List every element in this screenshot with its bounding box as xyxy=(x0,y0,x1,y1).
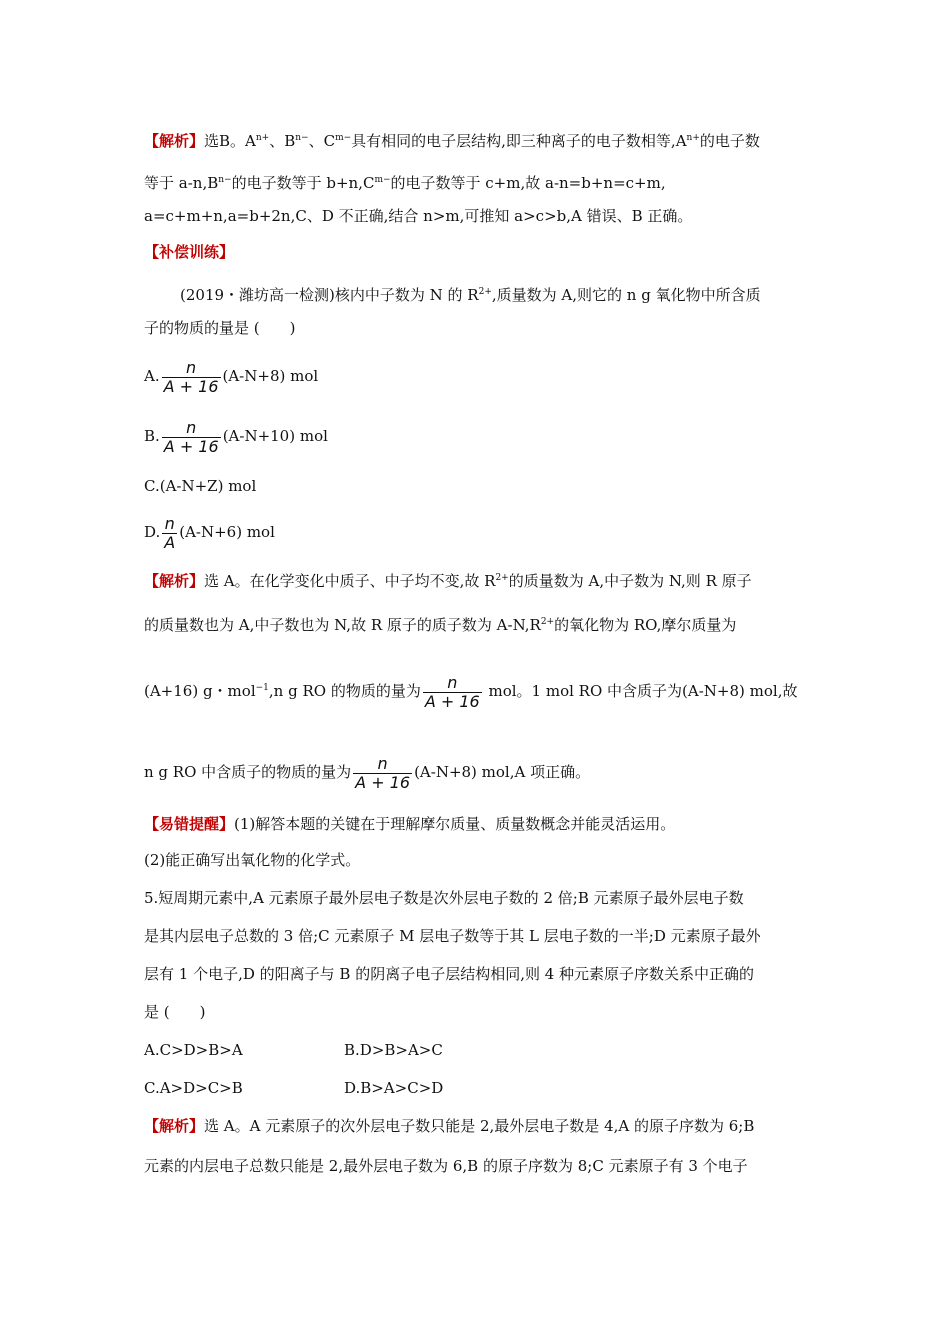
option-b: B. $\frac{n}{A + 16}$ (A-N+10) mol xyxy=(144,417,328,456)
analysis2-line3: (A+16) g・mol$^{-1}$,n g RO 的物质的量为 $\frac{n}{A + 16}$ mol。1 mol RO 中含质子为(A-N+8) mol,故 xyxy=(144,672,798,711)
analysis2-line1: 【解析】选 A。在化学变化中质子、中子均不变,故 $R^{2+}$的质量数为 A,中子数为 N,则 R 原子 xyxy=(144,572,752,590)
q5-option-a: A.C>D>B>A xyxy=(144,1041,243,1059)
fraction: $\frac{n}{A}$ xyxy=(164,513,176,552)
fraction: $\frac{n}{A + 16}$ xyxy=(163,417,219,456)
q5-line4: 是 ( ) xyxy=(144,1003,206,1021)
q5-options-row1 xyxy=(144,1040,243,1060)
analysis-tag: 【解析】 xyxy=(144,1117,205,1135)
analysis-tag: 【解析】 xyxy=(144,572,205,590)
q5-line1: 5.短周期元素中,A 元素原子最外层电子数是次外层电子数的 2 倍;B 元素原子最外层电子数 xyxy=(144,889,744,907)
supplement-tag: 【补偿训练】 xyxy=(144,243,235,261)
analysis2-line2: 的质量数也为 A,中子数也为 N,故 R 原子的质子数为 $A-N,R^{2+}$的氧化物为 RO,摩尔质量为 xyxy=(144,616,737,634)
tip-tag: 【易错提醒】 xyxy=(144,815,235,833)
question-line2: 子的物质的量是 ( ) xyxy=(144,319,296,337)
analysis1-line2: 等于 $a-n,B^{n-}$的电子数等于 $b+n,C^{m-}$的电子数等于 c+m,故 a-n=b+n=c+m, xyxy=(144,174,666,192)
q5-option-d: D.B>A>C>D xyxy=(344,1079,444,1097)
q5-line2: 是其内层电子总数的 3 倍;C 元素原子 M 层电子数等于其 L 层电子数的一半;D 元素原子最外 xyxy=(144,927,761,945)
option-a: A. $\frac{n}{A + 16}$ (A-N+8) mol xyxy=(144,357,319,396)
q5-option-b: B.D>B>A>C xyxy=(344,1041,443,1059)
q5-options-row2 xyxy=(144,1078,243,1098)
tip-line2: (2)能正确写出氧化物的化学式。 xyxy=(144,851,361,869)
fraction: $\frac{n}{A + 16}$ xyxy=(163,357,219,396)
analysis2-line4: n g RO 中含质子的物质的量为 $\frac{n}{A + 16}$ (A-N+8) mol,A 项正确。 xyxy=(144,753,591,792)
q5-option-c: C.A>D>C>B xyxy=(144,1079,243,1097)
analysis1-line1: 【解析】选B。$A^{n+}$、$B^{n-}$、$C^{m-}$具有相同的电子层结构,即三种离子的电子数相等$,A^{n+}$的电子数 xyxy=(144,132,760,150)
analysis3-line2: 元素的内层电子总数只能是 2,最外层电子数为 6,B 的原子序数为 8;C 元素原子有 3 个电子 xyxy=(144,1157,748,1175)
fraction: $\frac{n}{A + 16}$ xyxy=(424,672,480,711)
option-c: C.(A-N+Z) mol xyxy=(144,477,257,495)
option-d: D. $\frac{n}{A}$ (A-N+6) mol xyxy=(144,513,275,552)
analysis1-line3: a=c+m+n,a=b+2n,C、D 不正确,结合 n>m,可推知 a>c>b,A 错误、B 正确。 xyxy=(144,207,693,225)
analysis-tag: 【解析】 xyxy=(144,132,205,150)
question-line1: (2019・潍坊高一检测)核内中子数为 N 的 $R^{2+}$,质量数为 A,则它的 n g 氧化物中所含质 xyxy=(180,286,761,304)
tip-line1: 【易错提醒】(1)解答本题的关键在于理解摩尔质量、质量数概念并能灵活运用。 xyxy=(144,815,676,833)
analysis3-line1: 【解析】选 A。A 元素原子的次外层电子数只能是 2,最外层电子数是 4,A 的原子序数为 6;B xyxy=(144,1117,755,1135)
fraction: $\frac{n}{A + 16}$ xyxy=(355,753,411,792)
q5-line3: 层有 1 个电子,D 的阳离子与 B 的阴离子电子层结构相同,则 4 种元素原子序数关系中正确的 xyxy=(144,965,755,983)
